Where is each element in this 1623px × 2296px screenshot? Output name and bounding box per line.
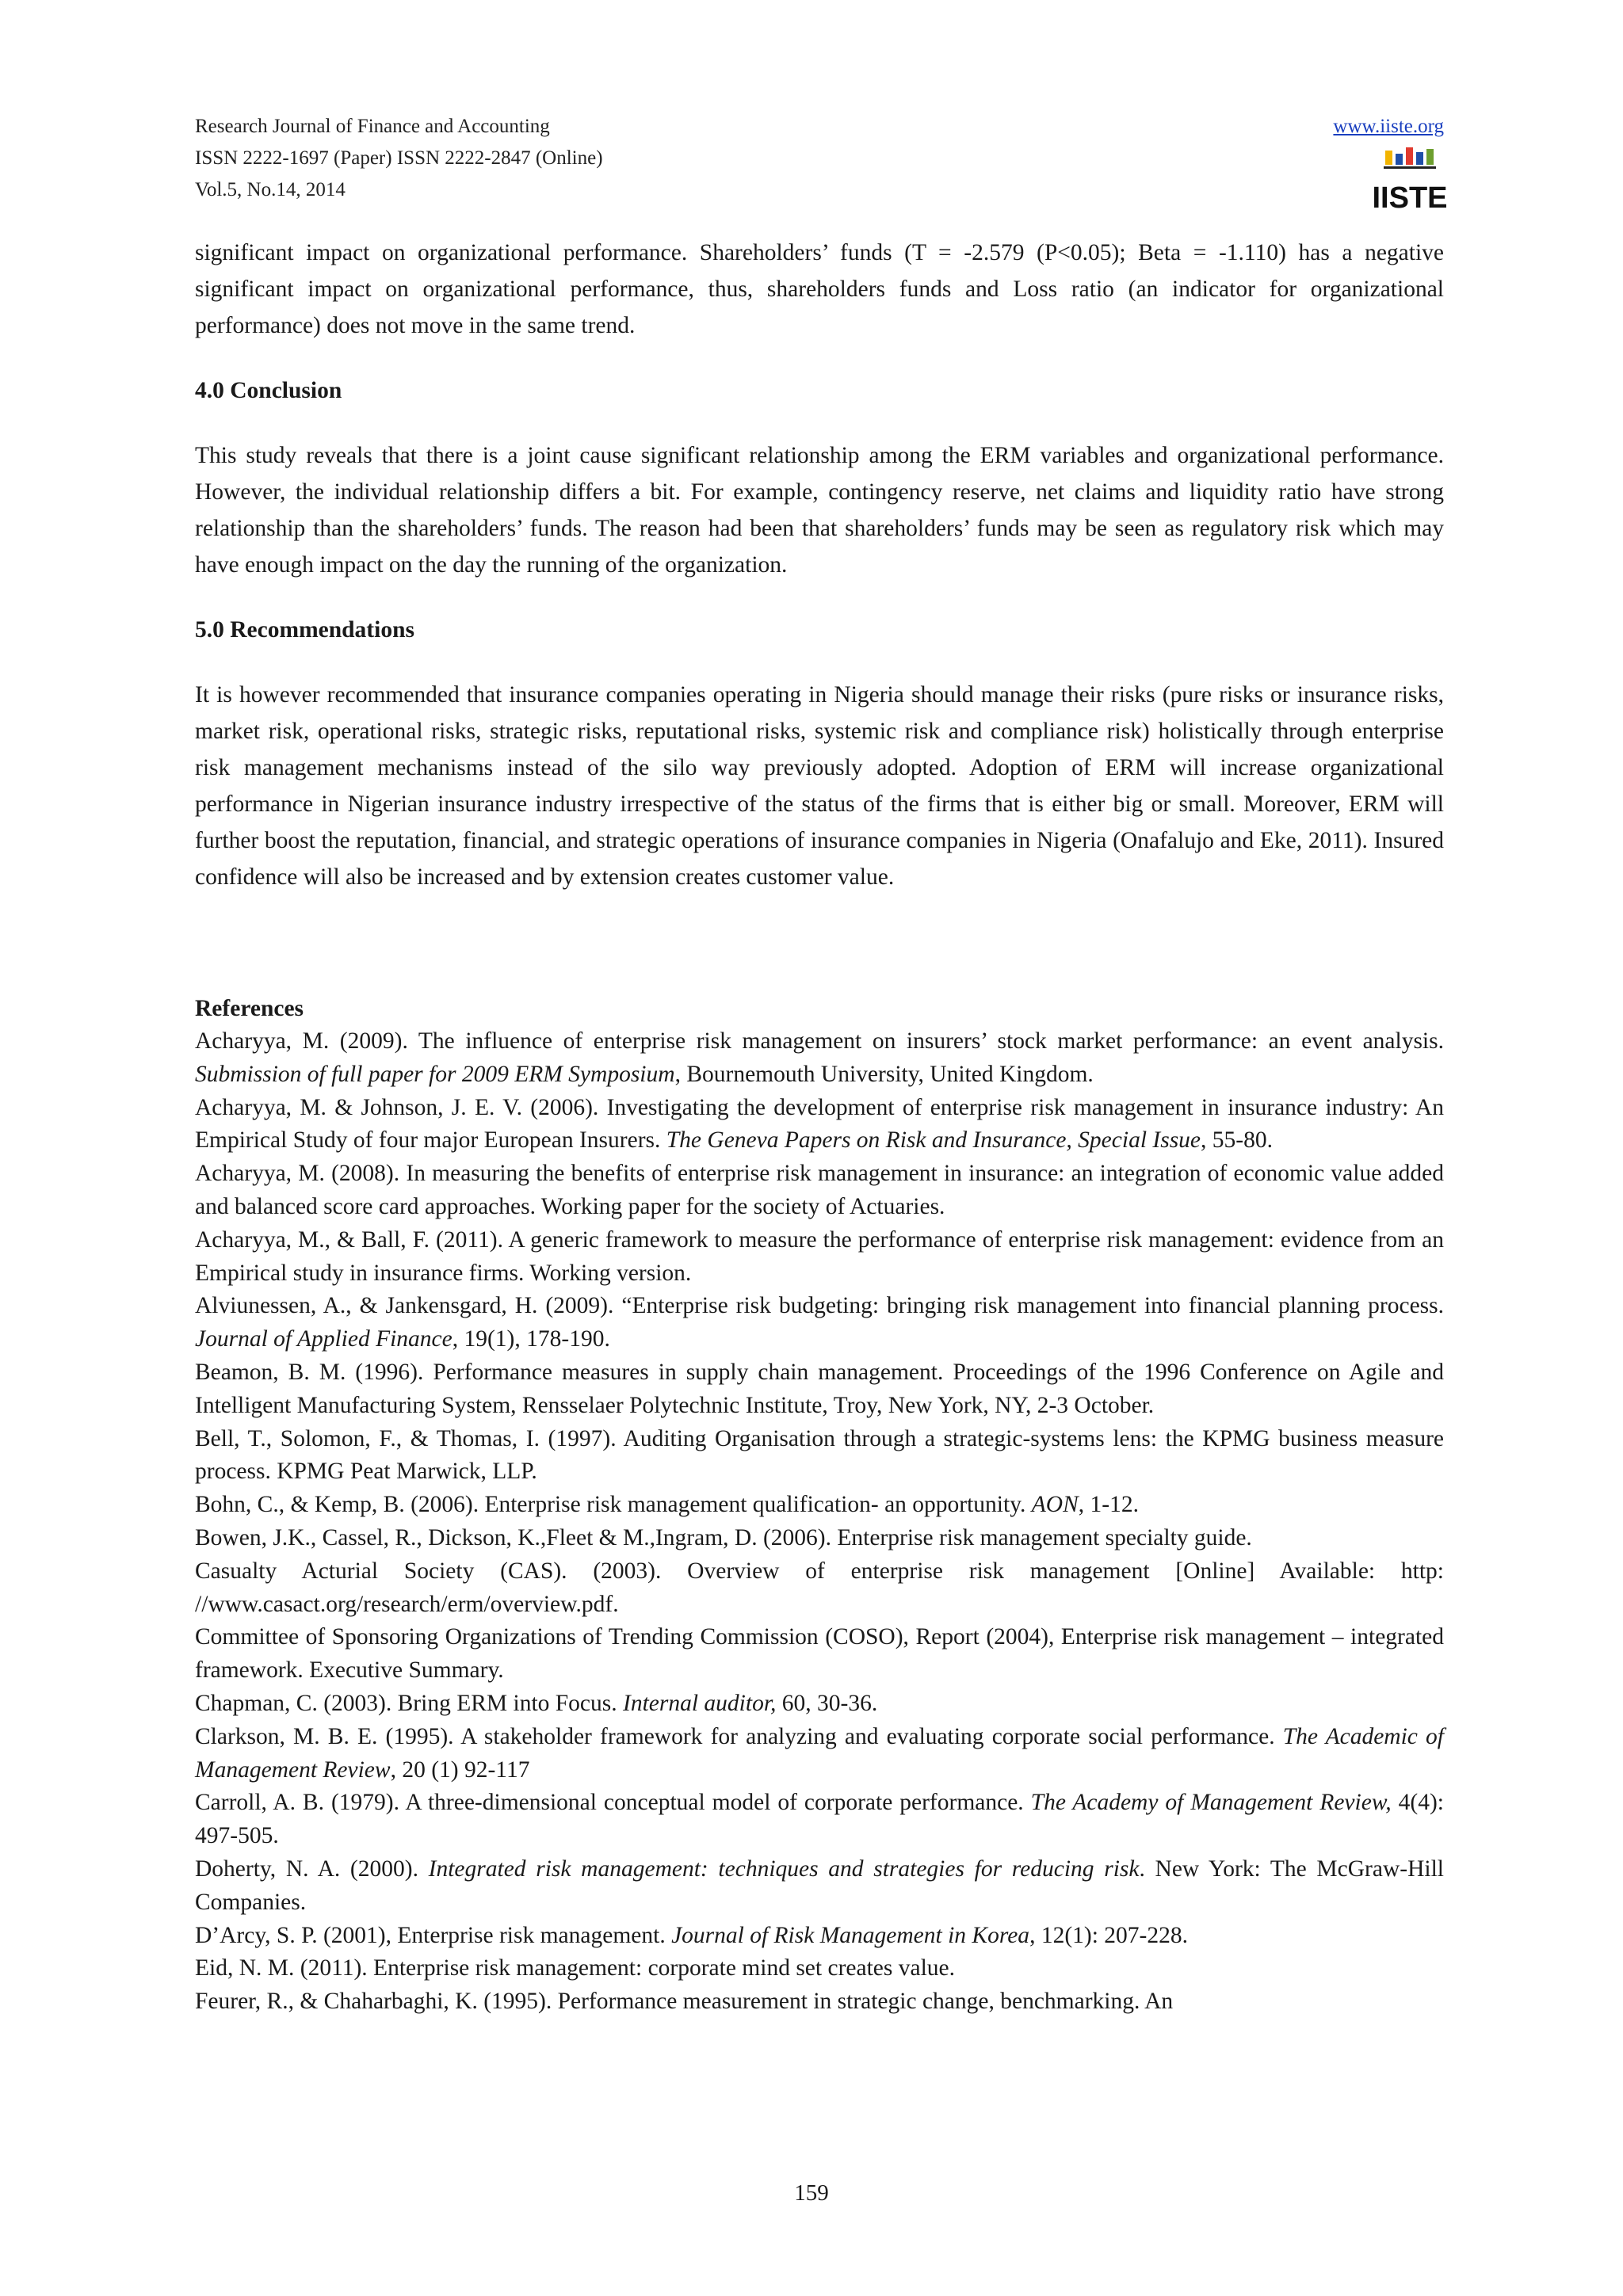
reference-item bbox=[195, 1423, 1444, 1489]
reference-source: The Academy of Management Review, bbox=[1030, 1790, 1392, 1816]
reference-text: 4(4): 497-505. bbox=[195, 1790, 1445, 1849]
references-heading: References bbox=[195, 996, 304, 1021]
recommendations-paragraph: It is however recommended that insurance companies operating in Nigeria should manage their risks (pure risks or insurance risks, market risk, operational risks, strategic risks, reputational risks, systemic risk and compliance risk) holistically through enterprise risk management mechanisms instead of the silo way previously adopted. Adoption of ERM will increase organizational performance in Nigerian insurance industry irrespective of the status of the firms that is either big or small. Moreover, ERM will further boost the reputation, financial, and strategic operations of insurance companies in Nigeria (Onafalujo and Eke, 2011). Insured confidence will also be increased and by extension creates customer value. bbox=[195, 682, 1444, 890]
reference-item bbox=[195, 1952, 1444, 1985]
reference-item bbox=[195, 1522, 1444, 1555]
reference-item bbox=[195, 1621, 1444, 1688]
reference-item bbox=[195, 1985, 1444, 2019]
reference-text: Eid, N. M. (2011). Enterprise risk management: corporate mind set creates value. bbox=[195, 1955, 955, 1981]
reference-text: , 20 (1) 92-117 bbox=[390, 1756, 530, 1783]
reference-item bbox=[195, 1489, 1444, 1522]
reference-text: Acharyya, M. (2008). In measuring the benefits of enterprise risk management in insurance: an integration of economic value added and balanced score card approaches. Working paper for the society of Actuaries. bbox=[195, 1161, 1444, 1219]
recommendations-heading: 5.0 Recommendations bbox=[195, 617, 414, 643]
reference-text: Beamon, B. M. (1996). Performance measures in supply chain management. Proceedings of the 1996 Conference on Agile and Intelligent Manufacturing System, Rensselaer Polytechnic Institute, Troy, New York, NY, 2-3 October. bbox=[195, 1359, 1444, 1418]
reference-text: , 1-12. bbox=[1078, 1492, 1139, 1518]
iiste-logo bbox=[1372, 147, 1448, 215]
page-body bbox=[195, 235, 1444, 2019]
reference-text: , 12(1): 207-228. bbox=[1029, 1922, 1188, 1948]
reference-source: The Geneva Papers on Risk and Insurance, Special Issue bbox=[666, 1127, 1201, 1154]
reference-item bbox=[195, 1290, 1444, 1356]
website-link[interactable]: www.iiste.org bbox=[1333, 116, 1444, 137]
reference-text: Alviunessen, A., & Jankensgard, H. (2009). “Enterprise risk budgeting: bringing risk management into financial planning process. bbox=[195, 1293, 1444, 1319]
reference-text: Clarkson, M. B. E. (1995). A stakeholder framework for analyzing and evaluating corporate social performance. bbox=[195, 1723, 1283, 1749]
reference-item bbox=[195, 1356, 1444, 1423]
reference-item bbox=[195, 1555, 1444, 1622]
reference-text: Bohn, C., & Kemp, B. (2006). Enterprise risk management qualification- an opportunity. bbox=[195, 1492, 1032, 1518]
reference-item bbox=[195, 1158, 1444, 1224]
reference-text: 60, 30-36. bbox=[776, 1690, 878, 1716]
reference-source: Integrated risk management: techniques and strategies for reducing risk bbox=[428, 1855, 1140, 1882]
reference-text: Carroll, A. B. (1979). A three-dimensional conceptual model of corporate performance. bbox=[195, 1790, 1031, 1816]
reference-source: Internal auditor, bbox=[623, 1690, 777, 1716]
page-header bbox=[195, 111, 1448, 215]
reference-source: The Academic of Management Review bbox=[195, 1723, 1444, 1783]
reference-source: AON bbox=[1031, 1492, 1079, 1518]
reference-text: Doherty, N. A. (2000). bbox=[195, 1855, 429, 1882]
reference-source: Journal of Applied Finance bbox=[195, 1326, 453, 1352]
reference-item bbox=[195, 1224, 1444, 1291]
reference-item bbox=[195, 1853, 1444, 1920]
reference-text: Chapman, C. (2003). Bring ERM into Focus. bbox=[195, 1690, 624, 1716]
conclusion-heading: 4.0 Conclusion bbox=[195, 378, 342, 403]
reference-text: , 19(1), 178-190. bbox=[452, 1326, 610, 1352]
reference-text: , Bournemouth University, United Kingdom. bbox=[674, 1061, 1094, 1087]
reference-text: Committee of Sponsoring Organizations of Trending Commission (COSO), Report (2004), Enterprise risk management – integrated framework. Executive Summary. bbox=[195, 1624, 1444, 1684]
reference-item bbox=[195, 1787, 1444, 1853]
issn-line: ISSN 2222-1697 (Paper) ISSN 2222-2847 (Online) bbox=[195, 147, 603, 169]
svg-text:IISTE: IISTE bbox=[1372, 181, 1448, 215]
reference-text: Acharyya, M. (2009). The influence of enterprise risk management on insurers’ stock market performance: an event analysis. bbox=[195, 1028, 1444, 1054]
reference-item bbox=[195, 1721, 1444, 1787]
reference-text: Acharyya, M. & Johnson, J. E. V. (2006). Investigating the development of enterprise risk management in insurance industry: An Empirical Study of four major European Insurers. bbox=[195, 1094, 1444, 1154]
reference-text: . New York: The McGraw-Hill Companies. bbox=[195, 1855, 1444, 1915]
intro-paragraph: significant impact on organizational performance. Shareholders’ funds (T = -2.579 (P<0.05); Beta = -1.110) has a negative significant impact on organizational performance, thus, shareholders funds and Loss ratio (an indicator for organizational performance) does not move in the same trend. bbox=[195, 240, 1444, 338]
reference-source: Journal of Risk Management in Korea bbox=[671, 1922, 1030, 1948]
reference-text: Feurer, R., & Chaharbaghi, K. (1995). Performance measurement in strategic change, benchmarking. An bbox=[195, 1989, 1174, 2015]
reference-text: Casualty Acturial Society (CAS). (2003). Overview of enterprise risk management [Online] Available: http: //www.casact.org/research/erm/overview.pdf. bbox=[195, 1558, 1444, 1617]
page-number: 159 bbox=[794, 2180, 829, 2206]
reference-source: Submission of full paper for 2009 ERM Symposium bbox=[195, 1061, 675, 1087]
reference-text: Bowen, J.K., Cassel, R., Dickson, K.,Fleet & M.,Ingram, D. (2006). Enterprise risk management specialty guide. bbox=[195, 1524, 1252, 1550]
volume-line: Vol.5, No.14, 2014 bbox=[195, 179, 346, 200]
conclusion-paragraph: This study reveals that there is a joint cause significant relationship among the ERM variables and organizational performance. However, the individual relationship differs a bit. For example, contingency reserve, net claims and liquidity ratio have strong relationship than the shareholders’ funds. The reason had been that shareholders’ funds may be seen as regulatory risk which may have enough impact on the day the running of the organization. bbox=[195, 443, 1444, 578]
reference-list bbox=[195, 1025, 1444, 2019]
reference-item bbox=[195, 1092, 1444, 1158]
reference-item bbox=[195, 1920, 1444, 1953]
reference-item bbox=[195, 1025, 1444, 1092]
reference-text: Acharyya, M., & Ball, F. (2011). A generic framework to measure the performance of enterprise risk management: evidence from an Empirical study in insurance firms. Working version. bbox=[195, 1226, 1444, 1286]
reference-item bbox=[195, 1688, 1444, 1721]
journal-name: Research Journal of Finance and Accounting bbox=[195, 116, 550, 137]
reference-text: D’Arcy, S. P. (2001), Enterprise risk management. bbox=[195, 1922, 672, 1948]
reference-text: Bell, T., Solomon, F., & Thomas, I. (1997). Auditing Organisation through a strategic-systems lens: the KPMG business measure process. KPMG Peat Marwick, LLP. bbox=[195, 1425, 1444, 1485]
reference-text: , 55-80. bbox=[1201, 1127, 1273, 1154]
